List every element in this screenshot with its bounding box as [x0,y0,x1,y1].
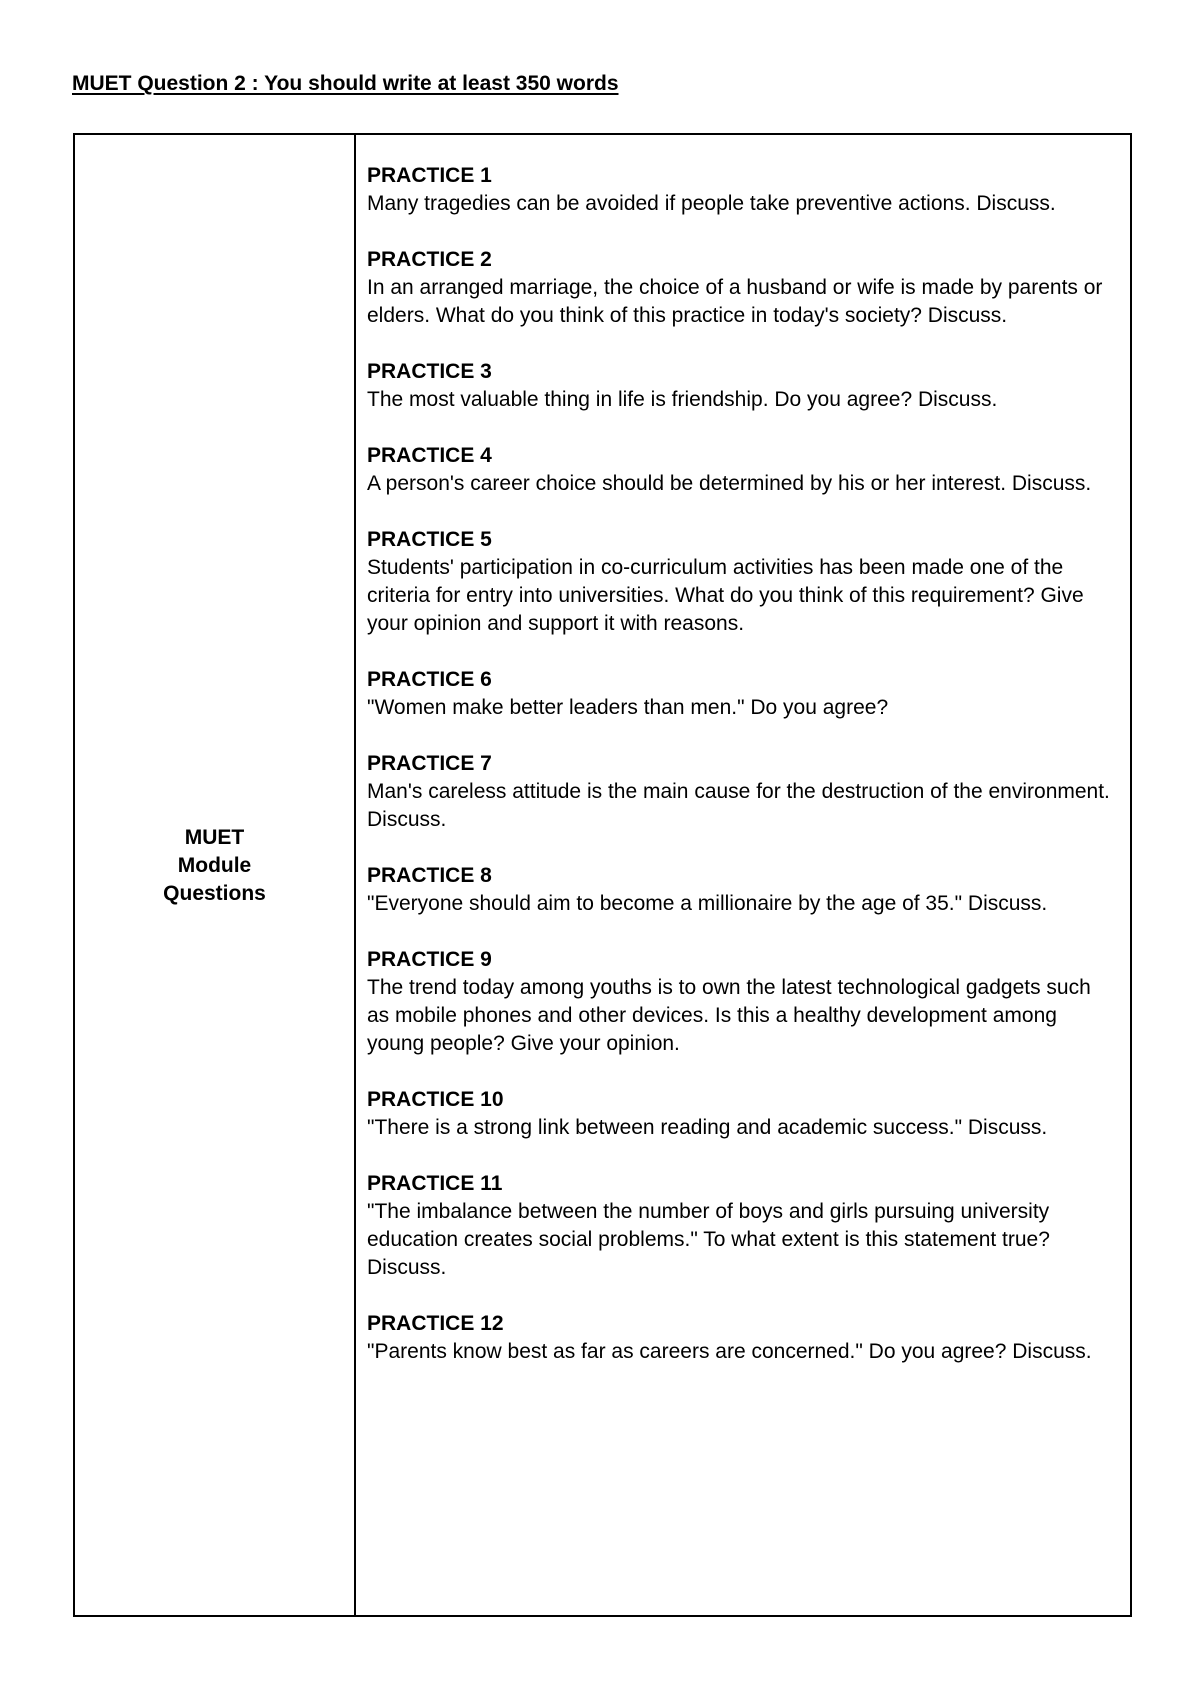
practice-list [356,135,1130,1615]
practice-item [367,666,1110,722]
practice-title: PRACTICE 2 [367,248,492,271]
practice-question: "Everyone should aim to become a millionaire by the age of 35." Discuss. [367,892,1048,915]
practice-item [367,526,1110,638]
practice-question: "The imbalance between the number of boys and girls pursuing university education creates social problems." To what extent is this statement true? Discuss. [367,1200,1050,1279]
practice-title: PRACTICE 8 [367,864,492,887]
practice-title: PRACTICE 12 [367,1312,504,1335]
practice-title: PRACTICE 10 [367,1088,504,1111]
practice-question: Students' participation in co-curriculum activities has been made one of the criteria for entry into universities. What do you think of this requirement? Give your opinion and support it with reasons. [367,556,1084,635]
practice-item [367,1170,1110,1282]
practice-item [367,946,1110,1058]
practice-item [367,358,1110,414]
module-label-line: Module [177,854,252,877]
practice-question: "Parents know best as far as careers are concerned." Do you agree? Discuss. [367,1340,1092,1363]
practice-item [367,1086,1110,1142]
practice-question: Man's careless attitude is the main cause for the destruction of the environment. Discuss. [367,780,1110,831]
practice-item [367,162,1110,218]
practice-question: The trend today among youths is to own the latest technological gadgets such as mobile phones and other devices. Is this a healthy development among young people? Give your opinion. [367,976,1091,1055]
practice-question: "Women make better leaders than men." Do you agree? [367,696,889,719]
practice-item [367,862,1110,918]
practice-title: PRACTICE 11 [367,1172,503,1195]
module-label [163,824,266,908]
practice-question: In an arranged marriage, the choice of a husband or wife is made by parents or elders. What do you think of this practice in today's society? Discuss. [367,276,1103,327]
practice-title: PRACTICE 1 [367,164,492,187]
practice-question: The most valuable thing in life is friendship. Do you agree? Discuss. [367,388,998,411]
practice-item [367,246,1110,330]
page-title: MUET Question 2 : You should write at least 350 words [72,72,619,95]
practice-title: PRACTICE 9 [367,948,492,971]
practice-item [367,442,1110,498]
practice-title: PRACTICE 7 [367,752,492,775]
practice-item [367,750,1110,834]
module-label-line: MUET [184,826,245,849]
practice-item [367,1310,1110,1366]
practice-question: Many tragedies can be avoided if people take preventive actions. Discuss. [367,192,1056,215]
module-label-line: Questions [163,882,266,905]
practice-title: PRACTICE 5 [367,528,492,551]
practice-title: PRACTICE 3 [367,360,492,383]
module-questions-table [73,133,1132,1617]
practice-question: A person's career choice should be determined by his or her interest. Discuss. [367,472,1092,495]
practice-title: PRACTICE 4 [367,444,492,467]
practice-question: "There is a strong link between reading and academic success." Discuss. [367,1116,1048,1139]
module-label-cell [75,135,356,1615]
practice-title: PRACTICE 6 [367,668,492,691]
